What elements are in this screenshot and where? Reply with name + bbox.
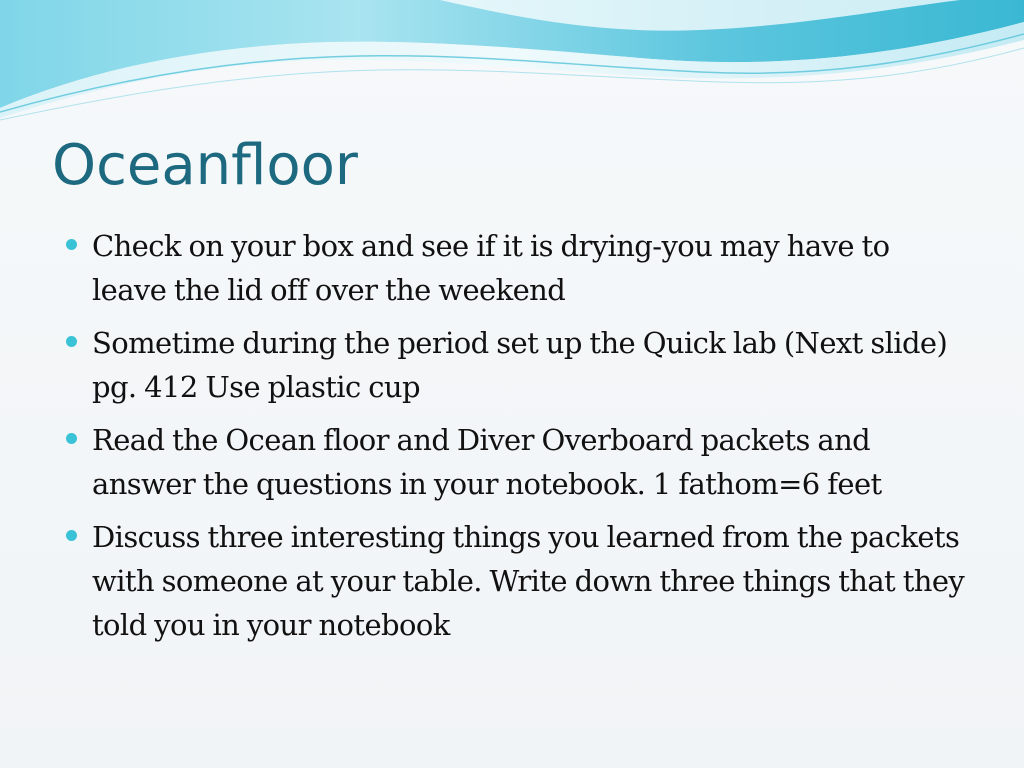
bullet-icon <box>66 239 77 250</box>
bullet-text: Discuss three interesting things you learned from the packets with someone at your table. Write down three things that they told you in your notebook <box>92 520 965 642</box>
bullet-icon <box>66 336 77 347</box>
list-item <box>60 418 970 506</box>
list-item <box>60 515 970 647</box>
bullet-icon <box>66 530 77 541</box>
bullet-list <box>60 224 970 656</box>
slide-title: Oceanfloor <box>52 133 358 198</box>
ocean-wave-decoration <box>0 0 1024 130</box>
list-item <box>60 224 970 312</box>
bullet-text: Read the Ocean floor and Diver Overboard packets and answer the questions in your notebook. 1 fathom=6 feet <box>92 423 882 501</box>
bullet-text: Check on your box and see if it is drying-you may have to leave the lid off over the weekend <box>92 229 890 307</box>
bullet-text: Sometime during the period set up the Quick lab (Next slide) pg. 412 Use plastic cup <box>92 326 948 404</box>
list-item <box>60 321 970 409</box>
bullet-icon <box>66 433 77 444</box>
